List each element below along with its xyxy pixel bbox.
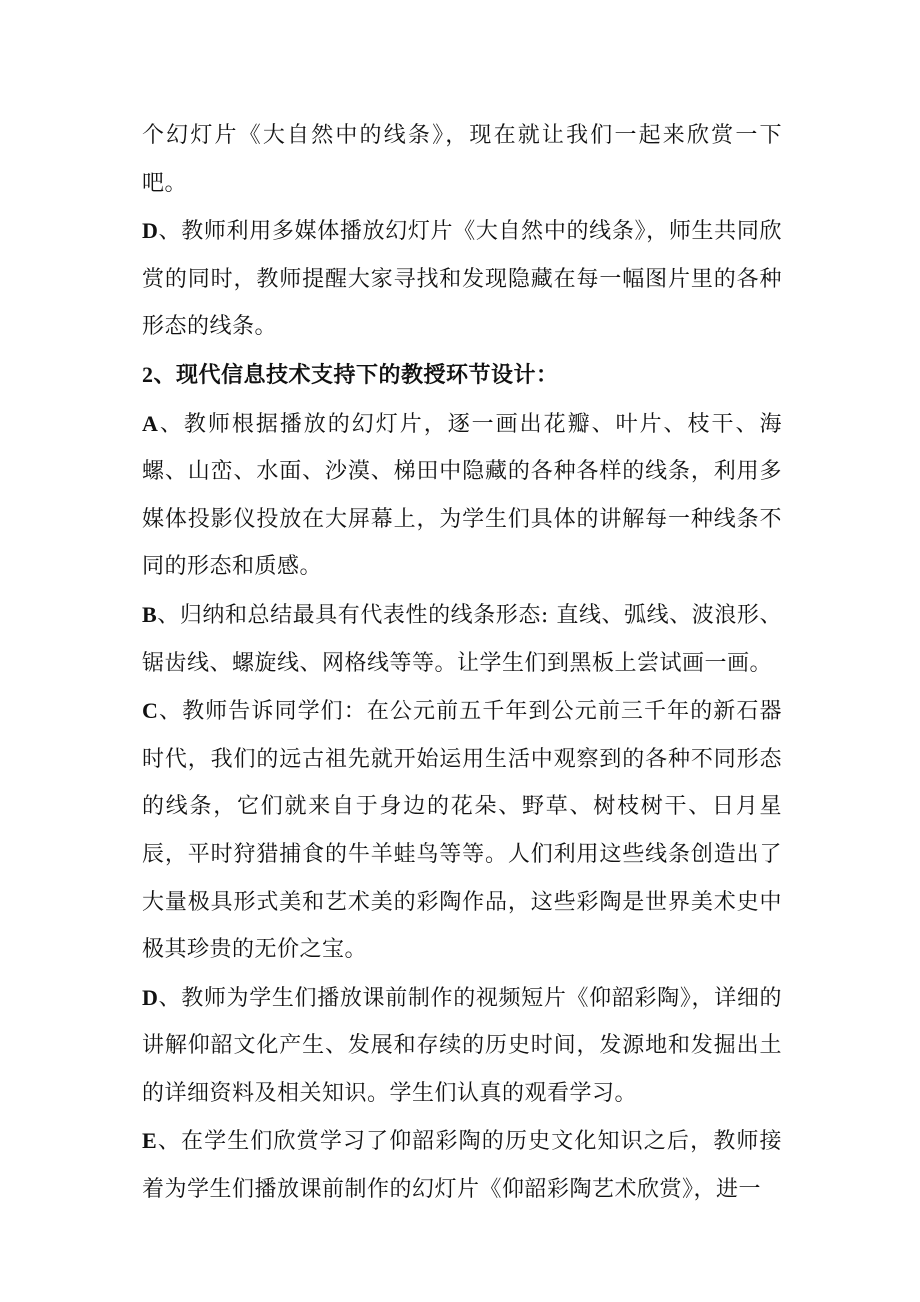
paragraph-text: 、教师利用多媒体播放幻灯片《大自然中的线条》，师生共同欣赏的同时，教师提醒大家寻找和发现隐藏在每一幅图片里的各种形态的线条。 [142, 219, 782, 340]
item-marker: D [142, 218, 159, 244]
paragraph-text: 、教师告诉同学们：在公元前五千年到公元前三千年的新石器时代，我们的远古祖先就开始运用生活中观察到的各种不同形态的线条，它们就来自于身边的花朵、野草、树枝树干、日月星辰，平时狩猎捕食的牛羊蛙鸟等等。人们利用这些线条创造出了大量极具形式美和艺术美的彩陶作品，这些彩陶是世界美术史中极其珍贵的无价之宝。 [142, 699, 782, 963]
item-marker: A [142, 410, 159, 436]
item-marker: E [142, 1128, 158, 1154]
section-number: 2 [142, 361, 154, 387]
document-page [142, 112, 782, 1214]
paragraph-continuation [142, 112, 782, 207]
section-heading [142, 351, 782, 400]
paragraph-item-d-first [142, 207, 782, 351]
paragraph-text: 、教师根据播放的幻灯片，逐一画出花瓣、叶片、枝干、海螺、山峦、水面、沙漠、梯田中隐藏的各种各样的线条，利用多媒体投影仪投放在大屏幕上，为学生们具体的讲解每一种线条不同的形态和质感。 [142, 411, 782, 580]
paragraph-item-d-second [142, 974, 782, 1118]
item-marker: D [142, 984, 159, 1010]
paragraph-item-e [142, 1117, 782, 1213]
item-marker: B [142, 601, 158, 627]
paragraph-item-a [142, 400, 782, 591]
paragraph-text: 、在学生们欣赏学习了仰韶彩陶的历史文化知识之后，教师接着为学生们播放课前制作的幻灯片《仰韶彩陶艺术欣赏》，进一 [142, 1129, 782, 1203]
paragraph-text: 个幻灯片《大自然中的线条》，现在就让我们一起来欣赏一下吧。 [142, 123, 782, 196]
item-marker: C [142, 698, 159, 724]
paragraph-text: 、归纳和总结最具有代表性的线条形态: 直线、弧线、波浪形、锯齿线、螺旋线、网格线等等。让学生们到黑板上尝试画一画。 [142, 602, 782, 676]
paragraph-text: 、教师为学生们播放课前制作的视频短片《仰韶彩陶》，详细的讲解仰韶文化产生、发展和存续的历史时间，发源地和发掘出土的详细资料及相关知识。学生们认真的观看学习。 [142, 985, 782, 1106]
paragraph-item-b [142, 591, 782, 687]
paragraph-item-c [142, 687, 782, 974]
section-heading-text: 、现代信息技术支持下的教授环节设计： [153, 361, 559, 388]
